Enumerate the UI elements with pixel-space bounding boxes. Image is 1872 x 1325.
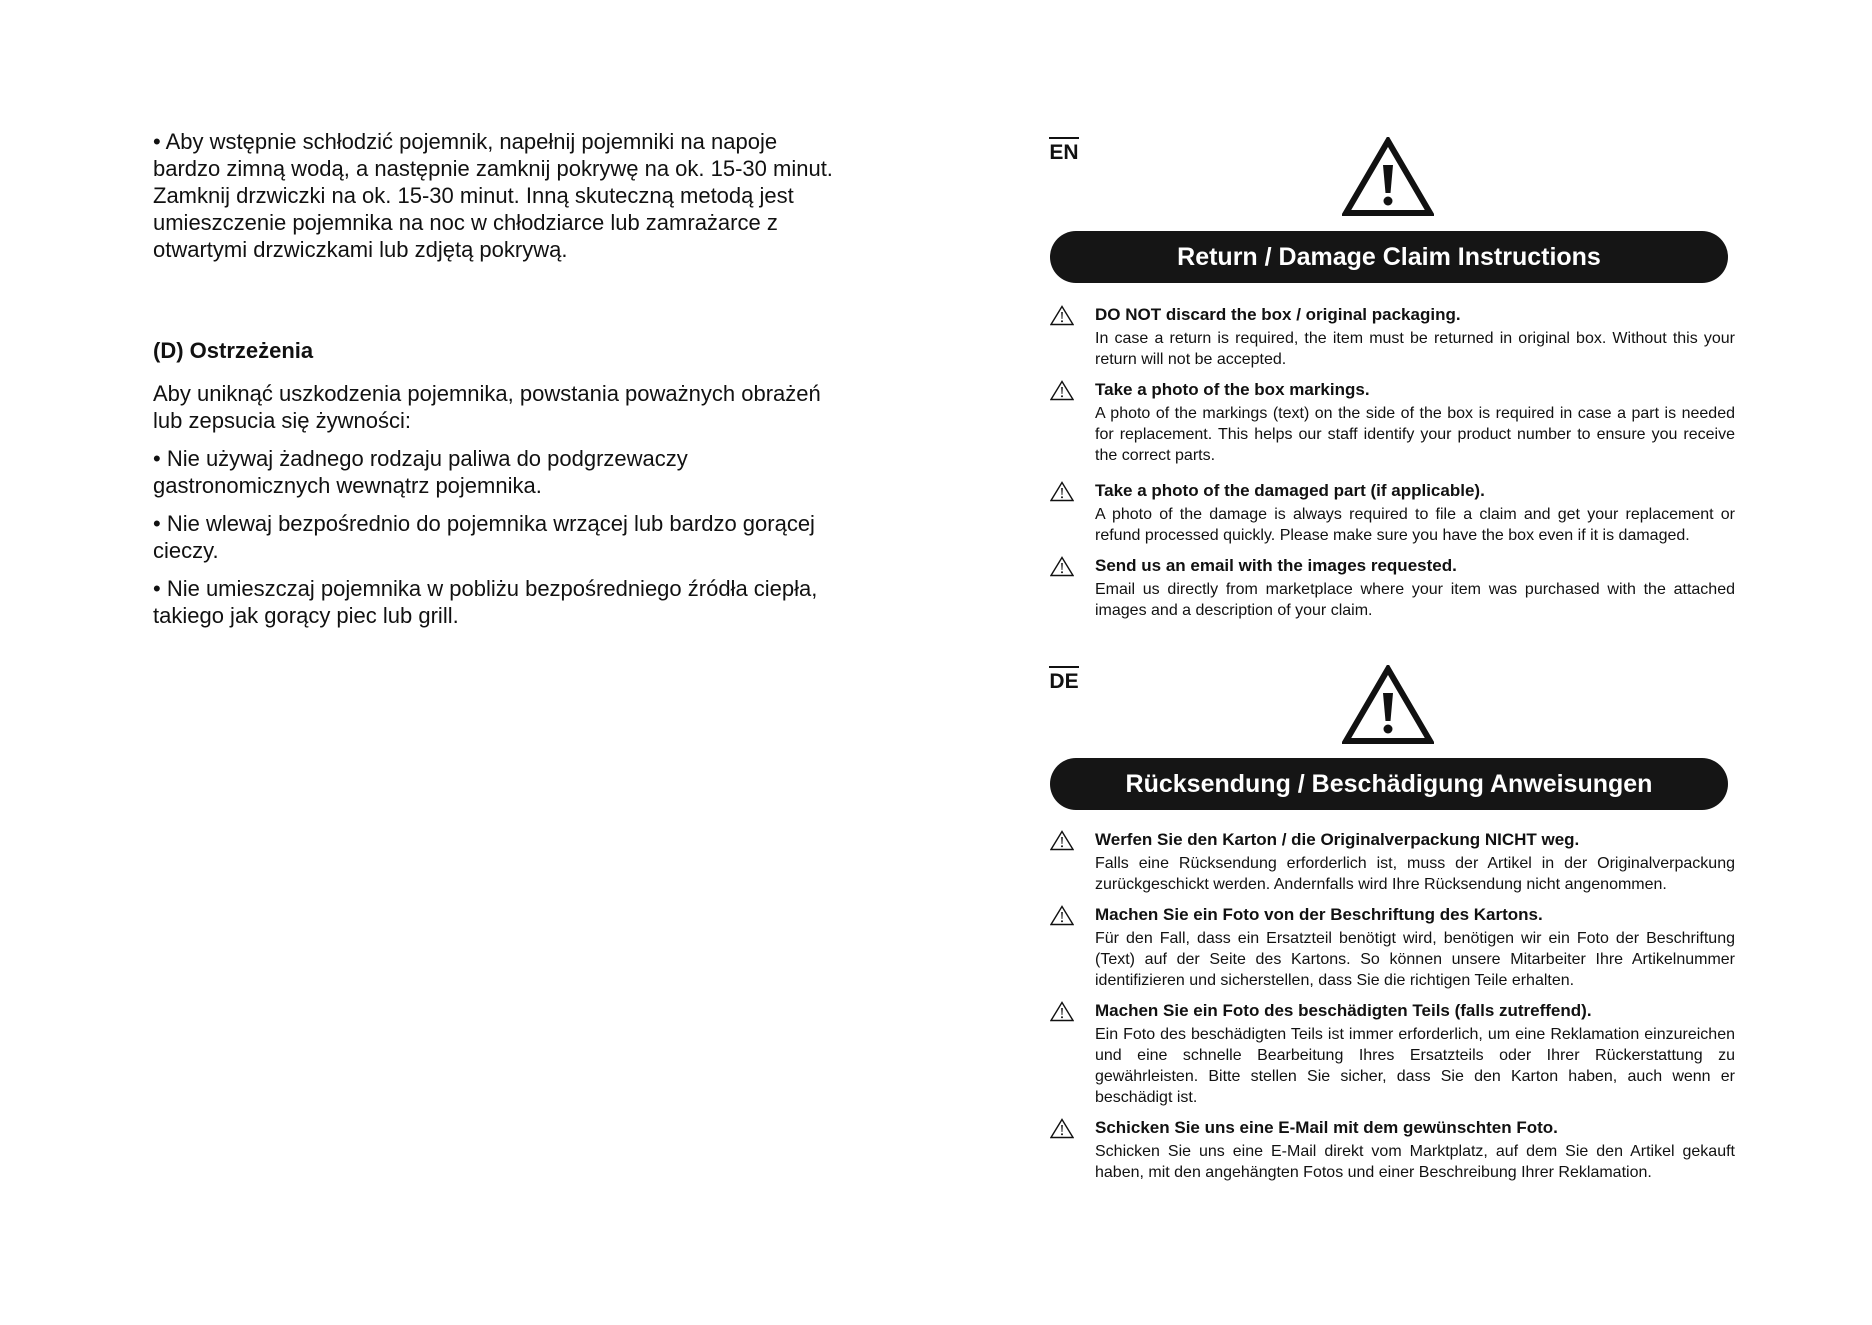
instruction-body: A photo of the markings (text) on the side of the box is required in case a part is needed for replacement. This helps our staff identify your product number to ensure you receive the correct parts. [1095, 405, 1735, 464]
warnings-lead: Aby uniknąć uszkodzenia pojemnika, powstania poważnych obrażeń lub zepsucia się żywności: [153, 381, 821, 433]
instruction-body: Für den Fall, dass ein Ersatzteil benötigt wird, benötigen wir ein Foto der Beschriftung (Text) auf der Seite des Kartons. So können unsere Mitarbeiter Ihre Artikelnummer identifizieren und sicherstellen, dass Sie die richtigen Teile erhalten. [1095, 930, 1735, 989]
warning-triangle-icon [1342, 137, 1434, 217]
instruction-title: Werfen Sie den Karton / die Originalverpackung NICHT weg. [1095, 830, 1580, 849]
instruction-title: Schicken Sie uns eine E-Mail mit dem gewünschten Foto. [1095, 1118, 1558, 1137]
warning-triangle-icon [1050, 481, 1074, 502]
warning-triangle-icon [1050, 905, 1074, 926]
instruction-item [1050, 1117, 1735, 1183]
instruction-title: Machen Sie ein Foto von der Beschriftung des Kartons. [1095, 905, 1543, 924]
instruction-item [1050, 904, 1735, 991]
instruction-title: Take a photo of the damaged part (if applicable). [1095, 481, 1485, 500]
language-code-de: DE [1049, 666, 1079, 693]
warning-triangle-icon [1050, 830, 1074, 851]
instruction-item [1050, 555, 1735, 621]
warning-triangle-icon [1342, 665, 1434, 745]
en-instruction-list [1050, 304, 1735, 630]
instruction-title: DO NOT discard the box / original packaging. [1095, 305, 1461, 324]
instruction-body: Schicken Sie uns eine E-Mail direkt vom Marktplatz, auf dem Sie den Artikel gekauft haben, mit den angehängten Fotos und einer Beschreibung Ihrer Reklamation. [1095, 1143, 1735, 1181]
instruction-item [1050, 829, 1735, 895]
instruction-body: A photo of the damage is always required to file a claim and get your replacement or refund processed quickly. Please make sure you have the box even if it is damaged. [1095, 506, 1735, 544]
instruction-item [1050, 480, 1735, 546]
instruction-item [1050, 1000, 1735, 1108]
warnings-heading: (D) Ostrzeżenia [153, 338, 314, 363]
language-code-en: EN [1049, 137, 1079, 164]
warning-triangle-icon [1050, 1001, 1074, 1022]
warning-triangle-icon [1050, 380, 1074, 401]
instruction-item [1050, 304, 1735, 370]
return-instructions-banner-de: Rücksendung / Beschädigung Anweisungen [1050, 758, 1728, 810]
polish-page [153, 128, 833, 629]
warning-triangle-icon [1050, 556, 1074, 577]
instruction-title: Send us an email with the images requested. [1095, 556, 1457, 575]
warning-bullet: • Nie wlewaj bezpośrednio do pojemnika wrzącej lub bardzo gorącej cieczy. [153, 511, 815, 563]
warning-triangle-icon [1050, 1118, 1074, 1139]
warning-triangle-icon [1050, 305, 1074, 326]
instruction-body: Ein Foto des beschädigten Teils ist immer erforderlich, um eine Reklamation einzureichen und eine schnelle Bearbeitung Ihres Ersatzteils oder Ihrer Rückerstattung zu gewährleisten. Bitte stellen Sie sicher, dass Sie den Karton haben, auch wenn er beschädigt ist. [1095, 1026, 1735, 1106]
instruction-body: In case a return is required, the item must be returned in original box. Without this your return will not be accepted. [1095, 330, 1735, 368]
instruction-title: Take a photo of the box markings. [1095, 380, 1370, 399]
warning-bullet: • Nie używaj żadnego rodzaju paliwa do podgrzewaczy gastronomicznych wewnątrz pojemnika. [153, 446, 688, 498]
de-instruction-list [1050, 829, 1735, 1192]
precool-paragraph: • Aby wstępnie schłodzić pojemnik, napełnij pojemniki na napoje bardzo zimną wodą, a następnie zamknij pokrywę na ok. 15-30 minut. Zamknij drzwiczki na ok. 15-30 minut. Inną skuteczną metodą jest umieszczenie pojemnika na noc w chłodziarce lub zamrażarce z otwartymi drzwiczkami lub zdjętą pokrywą. [153, 129, 833, 262]
warning-bullet: • Nie umieszczaj pojemnika w pobliżu bezpośredniego źródła ciepła, takiego jak gorący piec lub grill. [153, 576, 818, 628]
instruction-title: Machen Sie ein Foto des beschädigten Teils (falls zutreffend). [1095, 1001, 1592, 1020]
instruction-body: Falls eine Rücksendung erforderlich ist, muss der Artikel in der Originalverpackung zurückgeschickt werden. Andernfalls wird Ihre Rücksendung nicht angenommen. [1095, 855, 1735, 893]
return-instructions-banner: Return / Damage Claim Instructions [1050, 231, 1728, 283]
instruction-body: Email us directly from marketplace where your item was purchased with the attached images and a description of your claim. [1095, 581, 1735, 619]
instruction-item [1050, 379, 1735, 466]
